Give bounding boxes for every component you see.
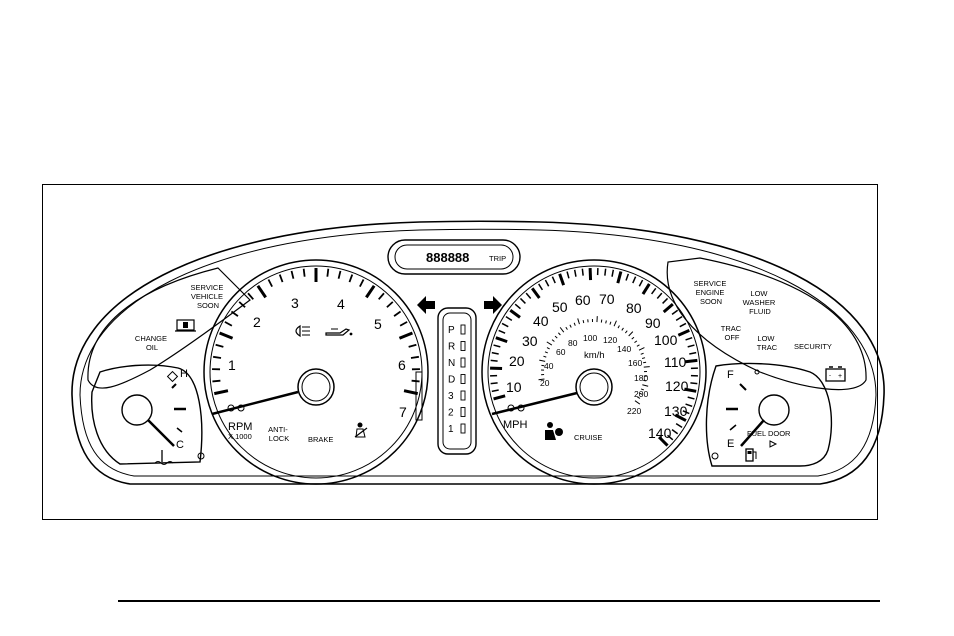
speedo-tick-mark — [492, 390, 499, 391]
speedo-tick-mark — [664, 304, 673, 312]
speedo-tick-mark — [552, 277, 555, 283]
tach-tick-mark — [349, 275, 352, 282]
gear-list — [448, 325, 465, 435]
tach-tick-mark — [409, 345, 417, 347]
battery-icon — [826, 367, 845, 381]
tach-tick-mark — [216, 345, 224, 347]
speedo-tick-mark — [689, 353, 696, 354]
tachometer-bezel — [204, 260, 428, 484]
tach-tick-mark — [280, 275, 283, 282]
fuel-tick-low — [730, 425, 736, 430]
kmh-tick-mark — [622, 328, 624, 330]
mph-tick-label: 20 — [509, 353, 525, 369]
temp-tick-hot — [172, 384, 176, 388]
tach-tick-mark — [379, 293, 384, 299]
kmh-tick-mark — [635, 401, 640, 404]
tach-tick-2: 2 — [253, 314, 261, 330]
speedo-tick-mark — [680, 323, 686, 326]
speedo-tick-mark — [532, 288, 539, 298]
gear-letter: R — [448, 341, 456, 353]
speedometer-bezel — [482, 260, 706, 484]
fuel-pump-icon — [746, 449, 756, 461]
kmh-tick-mark — [610, 322, 611, 325]
tach-tick-mark — [327, 269, 328, 277]
service-vehicle-icon — [175, 320, 196, 331]
service-vehicle-soon-label: SERVICE VEHICLE SOON — [190, 283, 224, 310]
kmh-tick-label: 80 — [568, 338, 578, 348]
gear-lamp — [461, 375, 465, 384]
kmh-tick-label: 140 — [617, 344, 632, 354]
cluster-housing-inner — [80, 229, 876, 476]
mph-tick-label: 60 — [575, 292, 591, 308]
gear-lamp — [461, 358, 465, 367]
speedo-tick-mark — [491, 383, 498, 384]
speedo-tick-mark — [633, 277, 636, 283]
kmh-tick-mark — [606, 320, 607, 323]
mph-tick-label: 70 — [599, 291, 615, 307]
speedo-tick-mark — [506, 317, 512, 321]
speedometer-dial — [488, 266, 700, 478]
gear-letter: D — [448, 374, 456, 386]
tachometer-hub-inner — [302, 373, 330, 401]
kmh-tick-label: 200 — [634, 389, 649, 399]
kmh-tick-mark — [552, 340, 554, 342]
kmh-tick-mark — [641, 353, 644, 354]
kmh-tick-label: 60 — [556, 347, 566, 357]
tach-tick-3: 3 — [291, 295, 299, 311]
seatbelt-icon — [355, 423, 367, 438]
tach-tick-mark — [214, 391, 228, 394]
mph-tick-label: 120 — [665, 378, 689, 394]
kmh-tick-mark — [566, 327, 568, 330]
temp-hot-label: H — [180, 368, 188, 380]
speedo-tick-mark — [492, 353, 499, 354]
tach-tick-mark — [366, 286, 374, 298]
tach-tick-5: 5 — [374, 316, 382, 332]
brake-label: BRAKE — [308, 435, 334, 444]
kmh-tick-mark — [614, 321, 616, 326]
cluster-housing — [72, 221, 884, 484]
tach-tick-mark — [292, 271, 294, 279]
kmh-tick-mark — [625, 331, 627, 333]
kmh-tick-label: 100 — [583, 333, 598, 343]
mph-tick-label: 50 — [552, 299, 568, 315]
kmh-tick-mark — [634, 341, 636, 343]
cruise-label: CRUISE — [574, 433, 603, 442]
speedo-tick-mark — [567, 272, 569, 279]
fuel-door-arrow-icon — [770, 441, 776, 447]
speedo-tick-mark — [496, 338, 507, 342]
right-warning-pod — [667, 258, 866, 390]
gear-lamp — [461, 424, 465, 433]
trac-off-label: TRAC OFF — [720, 324, 742, 342]
gear-lamp — [461, 325, 465, 334]
gear-lamp — [461, 391, 465, 400]
speedo-tick-mark — [491, 360, 498, 361]
speedo-tick-mark — [690, 383, 697, 384]
tach-tick-mark — [399, 333, 412, 338]
low-washer-fluid-label: LOW WASHER FLUID — [742, 289, 776, 316]
tach-multiplier-label: X 1000 — [228, 432, 252, 441]
tach-tick-mark — [360, 280, 364, 287]
gear-letter: P — [448, 325, 455, 336]
kmh-tick-mark — [642, 358, 645, 359]
speedo-tick-mark — [618, 272, 621, 284]
fuel-door-label: FUEL DOOR — [747, 429, 791, 438]
speedo-tick-mark — [643, 284, 649, 294]
tach-tick-1: 1 — [228, 357, 236, 373]
speedo-tick-mark — [685, 360, 697, 361]
kmh-tick-mark — [547, 342, 552, 345]
speedo-tick-mark — [676, 424, 682, 428]
mph-tick-label: 90 — [645, 315, 661, 331]
speedo-tick-mark — [626, 274, 628, 281]
tach-tick-mark — [394, 311, 401, 316]
kmh-tick-mark — [643, 362, 646, 363]
speedo-tick-mark — [612, 270, 613, 277]
tach-tick-mark — [258, 286, 266, 298]
kmh-tick-mark — [644, 367, 650, 368]
left-turn-arrow — [417, 296, 435, 314]
speedo-tick-mark — [545, 280, 548, 286]
speedo-tick-mark — [575, 270, 576, 277]
kmh-tick-mark — [570, 325, 571, 328]
speedo-tick-mark — [494, 345, 501, 347]
kmh-tick-mark — [574, 323, 575, 326]
kmh-tick-label: 120 — [603, 335, 618, 345]
change-oil-label: CHANGE OIL — [134, 334, 167, 352]
tach-tick-mark — [387, 302, 393, 307]
speedo-tick-mark — [672, 310, 678, 314]
airbag-icon — [545, 422, 563, 440]
svg-text:+: + — [838, 373, 843, 380]
speedo-tick-mark — [676, 317, 682, 321]
kmh-tick-mark — [583, 320, 584, 323]
tach-tick-mark — [304, 269, 305, 277]
kmh-tick-mark — [639, 348, 644, 351]
speedo-tick-mark — [582, 269, 583, 276]
speedo-tick-mark — [672, 430, 678, 434]
gear-lamp — [461, 408, 465, 417]
odometer-digits: 888888 — [426, 250, 470, 265]
tachometer-dial — [210, 266, 422, 478]
tach-tick-mark — [212, 381, 220, 382]
kmh-unit-label: km/h — [584, 350, 605, 361]
tachometer-needle — [212, 392, 298, 414]
speedo-tick-mark — [663, 298, 668, 303]
mph-tick-label: 100 — [654, 332, 678, 348]
temp-cold-label: C — [176, 439, 184, 451]
speedo-tick-mark — [657, 293, 662, 298]
tach-tick-mark — [268, 280, 272, 287]
mph-tick-label: 80 — [626, 300, 642, 316]
tach-tick-mark — [339, 271, 341, 279]
speedo-tick-mark — [520, 298, 525, 303]
speedo-tick-mark — [688, 397, 695, 399]
mph-tick-label: 140 — [648, 425, 672, 441]
speedo-tick-mark — [639, 280, 642, 286]
speedo-tick-mark — [502, 323, 508, 326]
tach-tick-7: 7 — [399, 404, 407, 420]
temperature-needle — [148, 420, 174, 446]
kmh-tick-mark — [578, 318, 580, 324]
temp-tick-low — [177, 428, 182, 432]
kmh-tick-mark — [560, 327, 564, 332]
mph-tick-label: 110 — [664, 354, 687, 370]
security-label: SECURITY — [794, 342, 832, 351]
mph-tick-label: 40 — [533, 313, 549, 329]
fuel-empty-label: E — [727, 438, 735, 450]
fuel-gauge-outline — [706, 364, 831, 466]
tach-rpm-label: RPM — [228, 421, 253, 433]
headlamp-icon — [296, 326, 310, 336]
mph-tick-label: 30 — [522, 333, 538, 349]
fuel-full-label: F — [727, 369, 734, 381]
kmh-tick-mark — [547, 348, 550, 349]
tach-tick-4: 4 — [337, 296, 345, 312]
speedo-tick-mark — [499, 330, 505, 333]
gear-letter: 2 — [448, 407, 454, 419]
service-engine-soon-label: SERVICE ENGINE SOON — [693, 279, 727, 306]
kmh-tick-mark — [637, 345, 640, 347]
speedo-tick-mark — [510, 310, 520, 317]
gear-indicator-housing — [438, 308, 476, 454]
kmh-tick-mark — [632, 337, 634, 339]
gear-letter: N — [448, 358, 456, 369]
gear-letter: 3 — [448, 391, 454, 402]
temp-indicator-square — [168, 372, 178, 382]
fuel-tick-full — [740, 384, 746, 390]
kmh-tick-mark — [642, 385, 648, 387]
speedometer-hub — [576, 369, 612, 405]
mph-unit-label: MPH — [503, 419, 528, 431]
speedo-tick-mark — [526, 293, 531, 298]
tach-tick-mark — [225, 322, 232, 326]
tach-tick-mark — [220, 333, 233, 338]
kmh-tick-label: 220 — [627, 406, 642, 416]
gear-lamp — [461, 342, 465, 351]
kmh-tick-mark — [543, 356, 546, 357]
tach-tick-6: 6 — [398, 357, 406, 373]
low-trac-label: LOW TRAC — [756, 334, 778, 352]
left-warning-pod — [88, 268, 250, 388]
speedo-tick-mark — [515, 304, 520, 309]
speedo-tick-mark — [494, 396, 506, 399]
tach-tick-mark — [411, 357, 419, 358]
speedo-tick-mark — [560, 274, 564, 285]
mph-tick-labels — [506, 291, 689, 441]
fuel-gauge-screw — [712, 453, 718, 459]
speedometer-hub-inner — [580, 373, 608, 401]
speedo-tick-mark — [686, 338, 693, 340]
speedo-tick-mark — [678, 330, 689, 335]
tach-tick-mark — [400, 322, 407, 326]
speedo-tick-mark — [539, 284, 543, 290]
speedo-tick-mark — [652, 288, 656, 294]
oil-pressure-icon — [326, 329, 352, 335]
speedo-tick-mark — [688, 345, 695, 347]
mph-tick-label: 130 — [664, 403, 688, 419]
kmh-tick-mark — [555, 336, 557, 338]
kmh-tick-label: 40 — [544, 361, 554, 371]
kmh-tick-label: 180 — [634, 373, 649, 383]
kmh-tick-mark — [545, 352, 548, 353]
kmh-tick-mark — [558, 333, 560, 335]
kmh-tick-mark — [629, 332, 633, 336]
mph-tick-label: 10 — [506, 379, 522, 395]
speedo-tick-mark — [605, 269, 606, 276]
kmh-tick-labels — [540, 333, 648, 416]
kmh-tick-label: 20 — [540, 378, 550, 388]
anti-lock-label: ANTI- LOCK — [268, 425, 290, 443]
tachometer-hub — [298, 369, 334, 405]
gear-letter: 1 — [448, 424, 454, 435]
svg-text:-: - — [829, 373, 831, 379]
kmh-tick-label: 160 — [628, 358, 643, 368]
tach-tick-mark — [213, 357, 221, 358]
kmh-tick-mark — [618, 326, 619, 329]
odometer-trip-label: TRIP — [489, 254, 507, 263]
